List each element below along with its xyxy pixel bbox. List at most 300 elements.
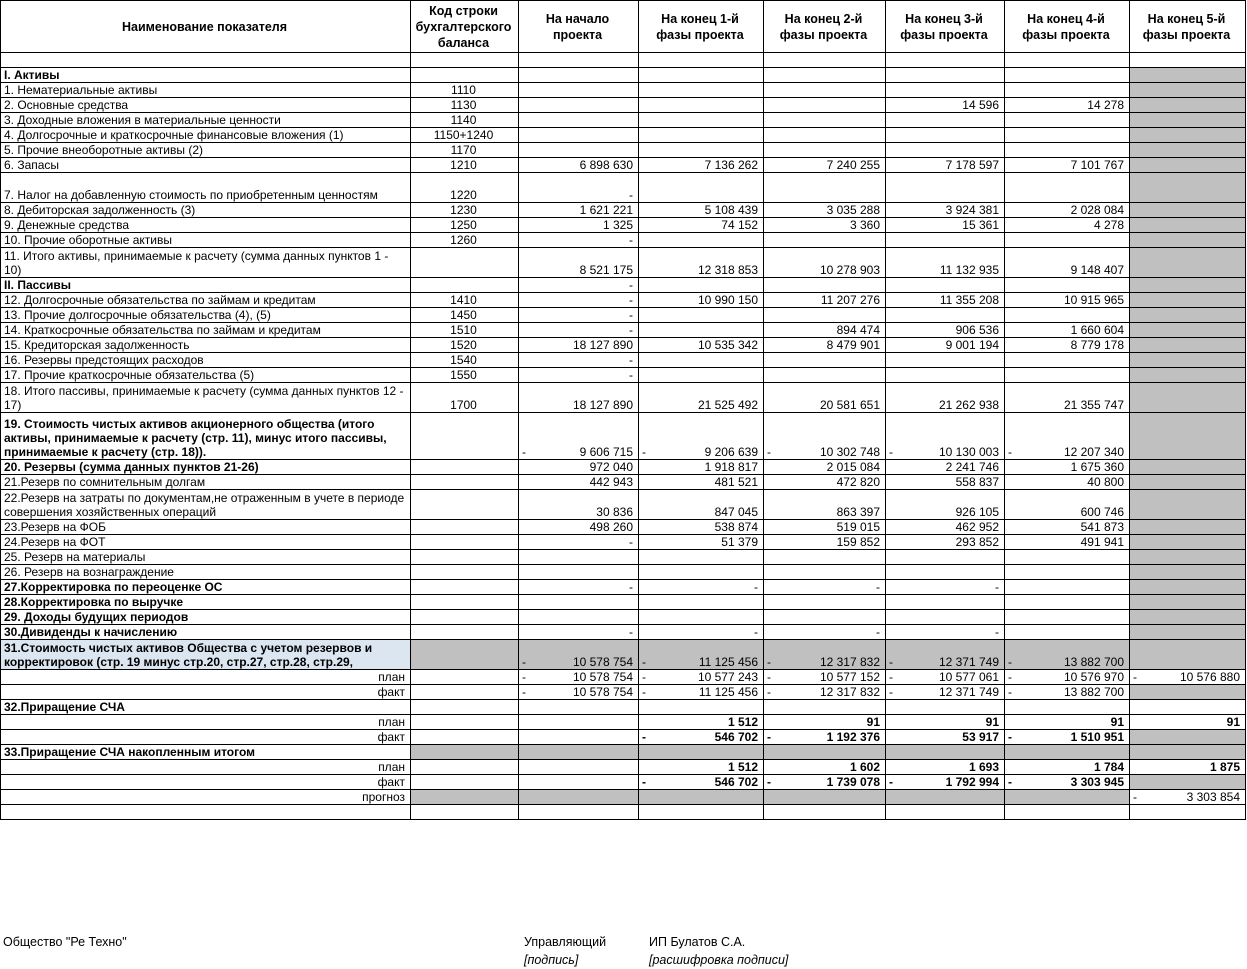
cell-value: 40 800	[1087, 475, 1124, 489]
dash-marker: -	[522, 655, 526, 669]
value-cell-6	[1130, 730, 1246, 745]
spacer-row	[1, 53, 1246, 68]
value-cell-5	[1005, 323, 1130, 338]
value-cell-3	[764, 338, 886, 353]
cell-value: 9 001 194	[945, 338, 999, 352]
table-row	[1, 338, 1246, 353]
value-cell-4	[886, 293, 1005, 308]
value-cell-5	[1005, 790, 1130, 805]
value-cell-2	[639, 293, 764, 308]
cell-value: 159 852	[836, 535, 880, 549]
row-code	[411, 640, 519, 670]
cell-value: 10 990 150	[697, 293, 758, 307]
value-cell-2	[639, 565, 764, 580]
dash-marker: -	[767, 655, 771, 669]
cell-value: 14 278	[1087, 98, 1124, 112]
value-cell-5	[1005, 128, 1130, 143]
cell-value: 12 318 853	[697, 263, 758, 277]
row-label: 18. Итого пассивы, принимаемые к расчету (сумма данных пунктов 12 - 17)	[1, 383, 411, 413]
value-cell-1	[519, 700, 639, 715]
cell-value: 847 045	[714, 505, 758, 519]
cell-value: 15 361	[962, 218, 999, 232]
table-row	[1, 595, 1246, 610]
row-label: факт	[1, 775, 411, 790]
cell-value: 53 917	[962, 730, 999, 744]
value-cell-6	[1130, 68, 1246, 83]
cell-value: 481 521	[714, 475, 758, 489]
row-code: 1260	[411, 233, 519, 248]
value-cell-6	[1130, 790, 1246, 805]
value-cell-6	[1130, 535, 1246, 550]
table-row	[1, 293, 1246, 308]
cell-value: 863 397	[836, 505, 880, 519]
row-label: 4. Долгосрочные и краткосрочные финансовые вложения (1)	[1, 128, 411, 143]
value-cell-1	[519, 83, 639, 98]
cell-value: -	[876, 625, 880, 639]
row-code	[411, 413, 519, 460]
value-cell-4	[886, 143, 1005, 158]
cell-value: 10 578 754	[572, 670, 633, 684]
value-cell-4	[886, 383, 1005, 413]
header-indicator: Наименование показателя	[1, 1, 411, 53]
value-cell-4	[886, 595, 1005, 610]
row-label: 1. Нематериальные активы	[1, 83, 411, 98]
value-cell-4	[886, 203, 1005, 218]
table-row	[1, 83, 1246, 98]
row-label: 15. Кредиторская задолженность	[1, 338, 411, 353]
table-row	[1, 580, 1246, 595]
value-cell-6	[1130, 715, 1246, 730]
cell-value: 10 302 748	[819, 445, 880, 459]
value-cell-5	[1005, 745, 1130, 760]
value-cell-4	[886, 625, 1005, 640]
cell-value: 11 207 276	[820, 293, 880, 307]
cell-value: 12 207 340	[1063, 445, 1124, 459]
value-cell-4	[886, 128, 1005, 143]
row-code	[411, 700, 519, 715]
cell-value: 9 148 407	[1070, 263, 1124, 277]
value-cell-6	[1130, 278, 1246, 293]
row-label: 33.Приращение СЧА накопленным итогом	[1, 745, 411, 760]
value-cell-6	[1130, 233, 1246, 248]
cell-value: 7 178 597	[945, 158, 999, 172]
cell-value: 91	[985, 715, 999, 729]
dash-marker: -	[522, 445, 526, 459]
table-row	[1, 203, 1246, 218]
cell-value: 2 028 084	[1070, 203, 1124, 217]
cell-value: -	[629, 293, 633, 307]
cell-value: 11 125 456	[698, 685, 758, 699]
row-label: 5. Прочие внеоборотные активы (2)	[1, 143, 411, 158]
cell-value: -	[629, 308, 633, 322]
value-cell-2	[639, 338, 764, 353]
value-cell-2	[639, 520, 764, 535]
value-cell-2	[639, 113, 764, 128]
value-cell-3	[764, 640, 886, 670]
cell-value: 18 127 890	[572, 338, 633, 352]
value-cell-6	[1130, 143, 1246, 158]
value-cell-5	[1005, 685, 1130, 700]
value-cell-4	[886, 775, 1005, 790]
cell-value: 1 875	[1209, 760, 1240, 774]
value-cell-6	[1130, 293, 1246, 308]
cell-value: 1 660 604	[1070, 323, 1124, 337]
value-cell-6	[1130, 670, 1246, 685]
value-cell-6	[1130, 565, 1246, 580]
value-cell-5	[1005, 730, 1130, 745]
row-code: 1550	[411, 368, 519, 383]
row-code	[411, 595, 519, 610]
value-cell-1	[519, 715, 639, 730]
cell-value: 3 303 854	[1186, 790, 1240, 804]
value-cell-1	[519, 730, 639, 745]
dash-marker: -	[642, 730, 646, 744]
value-cell-5	[1005, 595, 1130, 610]
row-code: 1410	[411, 293, 519, 308]
value-cell-4	[886, 565, 1005, 580]
table-row	[1, 565, 1246, 580]
value-cell-1	[519, 218, 639, 233]
cell-value: 9 606 715	[579, 445, 633, 459]
cell-value: -	[629, 278, 633, 292]
cell-value: -	[629, 368, 633, 382]
value-cell-2	[639, 460, 764, 475]
cell-value: -	[629, 580, 633, 594]
value-cell-2	[639, 475, 764, 490]
row-code: 1540	[411, 353, 519, 368]
value-cell-4	[886, 353, 1005, 368]
value-cell-5	[1005, 158, 1130, 173]
cell-value: 12 371 749	[938, 655, 999, 669]
cell-value: 1 784	[1093, 760, 1124, 774]
value-cell-5	[1005, 143, 1130, 158]
value-cell-6	[1130, 83, 1246, 98]
table-row	[1, 98, 1246, 113]
value-cell-4	[886, 218, 1005, 233]
dash-marker: -	[889, 775, 893, 789]
row-label: 27.Корректировка по переоценке ОС	[1, 580, 411, 595]
value-cell-2	[639, 203, 764, 218]
value-cell-2	[639, 685, 764, 700]
value-cell-1	[519, 383, 639, 413]
value-cell-1	[519, 293, 639, 308]
value-cell-1	[519, 775, 639, 790]
value-cell-3	[764, 278, 886, 293]
row-code	[411, 550, 519, 565]
cell-value: 10 915 965	[1063, 293, 1124, 307]
row-code	[411, 248, 519, 278]
value-cell-2	[639, 353, 764, 368]
value-cell-1	[519, 113, 639, 128]
value-cell-4	[886, 490, 1005, 520]
value-cell-1	[519, 203, 639, 218]
cell-value: -	[754, 580, 758, 594]
value-cell-4	[886, 745, 1005, 760]
value-cell-1	[519, 248, 639, 278]
cell-value: 30 836	[596, 505, 633, 519]
value-cell-3	[764, 625, 886, 640]
table-row	[1, 685, 1246, 700]
value-cell-4	[886, 308, 1005, 323]
value-cell-5	[1005, 68, 1130, 83]
cell-value: 3 924 381	[945, 203, 999, 217]
value-cell-1	[519, 580, 639, 595]
value-cell-5	[1005, 278, 1130, 293]
table-row	[1, 775, 1246, 790]
value-cell-4	[886, 715, 1005, 730]
table-row	[1, 143, 1246, 158]
value-cell-6	[1130, 475, 1246, 490]
value-cell-2	[639, 143, 764, 158]
cell-value: 3 035 288	[826, 203, 880, 217]
value-cell-3	[764, 535, 886, 550]
cell-value: 1 693	[968, 760, 999, 774]
value-cell-3	[764, 368, 886, 383]
row-code: 1450	[411, 308, 519, 323]
cell-value: 906 536	[955, 323, 999, 337]
cell-value: 10 578 754	[572, 685, 633, 699]
row-label: план	[1, 670, 411, 685]
row-code	[411, 760, 519, 775]
value-cell-6	[1130, 490, 1246, 520]
row-label: 8. Дебиторская задолженность (3)	[1, 203, 411, 218]
cell-value: 10 577 243	[697, 670, 758, 684]
row-label: 24.Резерв на ФОТ	[1, 535, 411, 550]
cell-value: 10 535 342	[697, 338, 758, 352]
row-label: I. Активы	[1, 68, 411, 83]
row-label: 25. Резерв на материалы	[1, 550, 411, 565]
table-row	[1, 715, 1246, 730]
cell-value: 472 820	[836, 475, 880, 489]
cell-value: 1 621 221	[579, 203, 633, 217]
value-cell-1	[519, 413, 639, 460]
value-cell-3	[764, 173, 886, 203]
row-code: 1700	[411, 383, 519, 413]
row-label: 22.Резерв на затраты по документам,не отраженным в учете в периоде совершения хозяйственных операций	[1, 490, 411, 520]
cell-value: 1 675 360	[1070, 460, 1124, 474]
cell-value: 11 125 456	[698, 655, 758, 669]
table-row	[1, 640, 1246, 670]
header-phase-2: На конец 2-й фазы проекта	[764, 1, 886, 53]
value-cell-1	[519, 745, 639, 760]
value-cell-3	[764, 490, 886, 520]
value-cell-6	[1130, 413, 1246, 460]
value-cell-1	[519, 338, 639, 353]
value-cell-5	[1005, 550, 1130, 565]
row-code	[411, 730, 519, 745]
row-label: 6. Запасы	[1, 158, 411, 173]
row-label: план	[1, 760, 411, 775]
cell-value: 7 136 262	[704, 158, 758, 172]
dash-marker: -	[1008, 655, 1012, 669]
cell-value: 498 260	[589, 520, 633, 534]
table-row	[1, 128, 1246, 143]
value-cell-1	[519, 550, 639, 565]
cell-value: 21 525 492	[697, 398, 758, 412]
cell-value: 1 192 376	[826, 730, 880, 744]
cell-value: -	[629, 188, 633, 202]
cell-value: 7 240 255	[826, 158, 880, 172]
value-cell-2	[639, 413, 764, 460]
table-row	[1, 413, 1246, 460]
value-cell-3	[764, 475, 886, 490]
row-label: 23.Резерв на ФОБ	[1, 520, 411, 535]
value-cell-4	[886, 68, 1005, 83]
cell-value: 1 739 078	[826, 775, 880, 789]
value-cell-5	[1005, 383, 1130, 413]
cell-value: 12 317 832	[819, 685, 880, 699]
cell-value: 1 512	[727, 715, 758, 729]
row-label: 29. Доходы будущих периодов	[1, 610, 411, 625]
value-cell-4	[886, 323, 1005, 338]
cell-value: 462 952	[955, 520, 999, 534]
row-label: 3. Доходные вложения в материальные ценности	[1, 113, 411, 128]
cell-value: 2 015 084	[826, 460, 880, 474]
value-cell-3	[764, 460, 886, 475]
value-cell-5	[1005, 338, 1130, 353]
value-cell-3	[764, 730, 886, 745]
value-cell-3	[764, 143, 886, 158]
value-cell-5	[1005, 565, 1130, 580]
cell-value: 926 105	[955, 505, 999, 519]
value-cell-2	[639, 383, 764, 413]
cell-value: 1 512	[727, 760, 758, 774]
value-cell-6	[1130, 610, 1246, 625]
value-cell-1	[519, 595, 639, 610]
cell-value: 8 779 178	[1070, 338, 1124, 352]
table-row	[1, 248, 1246, 278]
row-code: 1220	[411, 173, 519, 203]
signer-position: Управляющий	[524, 935, 607, 949]
signer-name: ИП Булатов С.А.	[649, 935, 746, 949]
cell-value: 51 379	[721, 535, 758, 549]
value-cell-2	[639, 595, 764, 610]
row-code	[411, 775, 519, 790]
dash-marker: -	[767, 775, 771, 789]
value-cell-6	[1130, 128, 1246, 143]
value-cell-3	[764, 383, 886, 413]
dash-marker: -	[522, 670, 526, 684]
table-row	[1, 490, 1246, 520]
row-code	[411, 685, 519, 700]
table-row	[1, 700, 1246, 715]
row-code	[411, 790, 519, 805]
value-cell-4	[886, 278, 1005, 293]
value-cell-5	[1005, 460, 1130, 475]
value-cell-5	[1005, 715, 1130, 730]
row-code: 1110	[411, 83, 519, 98]
value-cell-3	[764, 520, 886, 535]
value-cell-6	[1130, 550, 1246, 565]
value-cell-2	[639, 670, 764, 685]
value-cell-3	[764, 790, 886, 805]
table-row	[1, 745, 1246, 760]
dash-marker: -	[1133, 790, 1137, 804]
value-cell-3	[764, 775, 886, 790]
value-cell-4	[886, 173, 1005, 203]
value-cell-1	[519, 565, 639, 580]
cell-value: 3 360	[849, 218, 880, 232]
row-code	[411, 490, 519, 520]
header-phase-1: На конец 1-й фазы проекта	[639, 1, 764, 53]
cell-value: 6 898 630	[579, 158, 633, 172]
value-cell-4	[886, 760, 1005, 775]
value-cell-3	[764, 128, 886, 143]
value-cell-6	[1130, 460, 1246, 475]
decode-hint: [расшифровка подписи]	[649, 953, 789, 967]
cell-value: -	[629, 323, 633, 337]
value-cell-2	[639, 715, 764, 730]
value-cell-2	[639, 730, 764, 745]
value-cell-2	[639, 580, 764, 595]
value-cell-3	[764, 610, 886, 625]
cell-value: 519 015	[836, 520, 880, 534]
table-row	[1, 550, 1246, 565]
value-cell-5	[1005, 775, 1130, 790]
value-cell-2	[639, 218, 764, 233]
row-code	[411, 68, 519, 83]
cell-value: 1 510 951	[1070, 730, 1124, 744]
value-cell-5	[1005, 640, 1130, 670]
value-cell-5	[1005, 625, 1130, 640]
value-cell-6	[1130, 685, 1246, 700]
dash-marker: -	[1008, 670, 1012, 684]
value-cell-4	[886, 520, 1005, 535]
value-cell-4	[886, 338, 1005, 353]
value-cell-4	[886, 550, 1005, 565]
value-cell-3	[764, 233, 886, 248]
cell-value: 12 371 749	[938, 685, 999, 699]
row-label: 32.Приращение СЧА	[1, 700, 411, 715]
value-cell-2	[639, 760, 764, 775]
value-cell-1	[519, 790, 639, 805]
value-cell-4	[886, 700, 1005, 715]
row-label: 21.Резерв по сомнительным долгам	[1, 475, 411, 490]
value-cell-1	[519, 610, 639, 625]
value-cell-3	[764, 550, 886, 565]
row-label: 14. Краткосрочные обязательства по займам и кредитам	[1, 323, 411, 338]
value-cell-4	[886, 158, 1005, 173]
value-cell-1	[519, 128, 639, 143]
value-cell-1	[519, 670, 639, 685]
cell-value: 8 521 175	[579, 263, 633, 277]
value-cell-3	[764, 203, 886, 218]
value-cell-6	[1130, 640, 1246, 670]
cell-value: 5 108 439	[704, 203, 758, 217]
value-cell-5	[1005, 293, 1130, 308]
table-row	[1, 308, 1246, 323]
value-cell-5	[1005, 610, 1130, 625]
value-cell-2	[639, 550, 764, 565]
value-cell-1	[519, 173, 639, 203]
value-cell-6	[1130, 353, 1246, 368]
value-cell-5	[1005, 173, 1130, 203]
value-cell-2	[639, 173, 764, 203]
row-label: 28.Корректировка по выручке	[1, 595, 411, 610]
dash-marker: -	[642, 655, 646, 669]
value-cell-3	[764, 670, 886, 685]
row-code: 1230	[411, 203, 519, 218]
cell-value: 91	[1110, 715, 1124, 729]
signature-block	[0, 930, 1247, 969]
cell-value: -	[629, 535, 633, 549]
row-code	[411, 625, 519, 640]
table-row	[1, 368, 1246, 383]
value-cell-4	[886, 113, 1005, 128]
value-cell-1	[519, 323, 639, 338]
dash-marker: -	[1008, 730, 1012, 744]
value-cell-2	[639, 83, 764, 98]
